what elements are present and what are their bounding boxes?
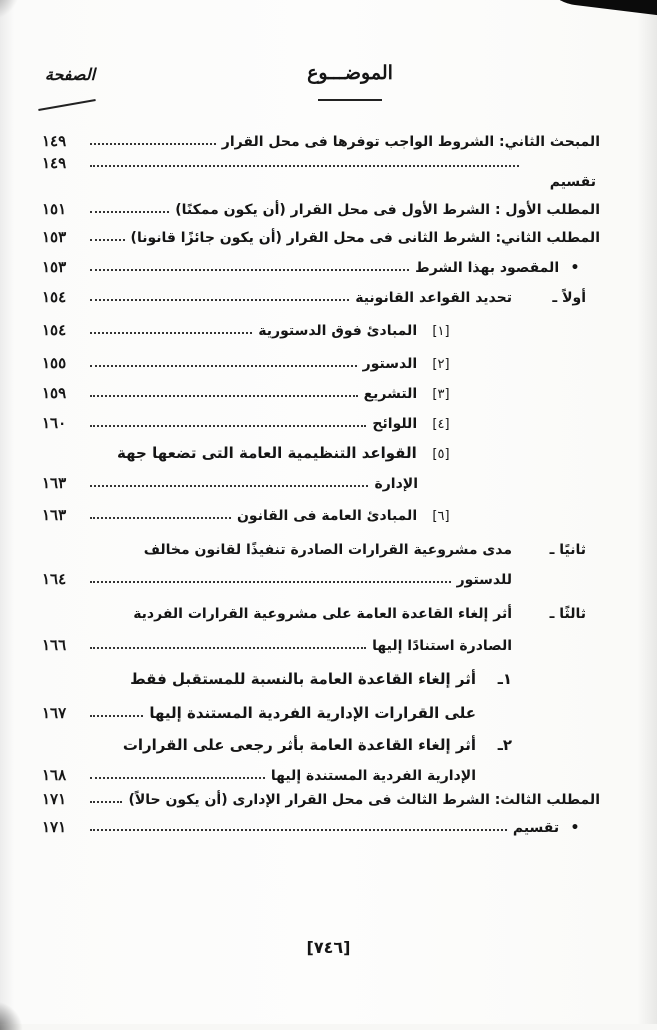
entry-title-continued: الصادرة استنادًا إليها: [372, 638, 512, 654]
entry-title: اللوائح: [372, 416, 418, 432]
dot-leader: [90, 517, 231, 519]
entry-title-continued: على القرارات الإدارية الفردية المستندة إليها: [149, 704, 476, 722]
entry-number: [٤]: [432, 417, 450, 432]
toc-entry: [42, 654, 600, 688]
dot-leader: [90, 485, 368, 487]
entry-number: [٦]: [432, 509, 450, 524]
entry-title: المبادئ العامة فى القانون: [236, 508, 418, 524]
topic-column-heading: الموضـــوع: [307, 62, 393, 84]
entry-title: الشرط الأول فى محل القرار (أن يكون ممكنًا): [175, 202, 491, 218]
entry-title: تحديد القواعد القانونية: [355, 290, 512, 306]
entry-page: ١٥١: [42, 200, 67, 218]
dot-leader: [90, 165, 519, 167]
entry-title: الدستور: [362, 356, 418, 372]
toc-entry: [42, 306, 600, 339]
entry-prefix: المطلب الثاني:: [495, 230, 600, 246]
dot-leader: [90, 581, 451, 583]
entry-prefix: المبحث الثاني:: [499, 134, 600, 150]
entry-title: التشريع: [363, 386, 418, 402]
table-of-contents: [42, 120, 600, 836]
toc-entry: [42, 218, 600, 246]
entry-number: [١]: [432, 324, 450, 339]
entry-prefix: ثالثًا ـ: [549, 606, 586, 622]
toc-entry: [42, 190, 600, 218]
toc-entry: [42, 722, 600, 754]
entry-page: ١٦٧: [42, 704, 67, 722]
entry-page: ١٤٩: [42, 132, 67, 150]
entry-title-continued: الإدارة: [374, 476, 418, 492]
toc-header: [30, 62, 607, 112]
page-column-heading: الصفحة: [44, 65, 96, 84]
toc-entry-continuation: [42, 688, 600, 722]
entry-title: مدى مشروعية القرارات الصادرة تنفيذًا لقانون مخالف: [143, 542, 512, 558]
toc-entry-continuation: [42, 462, 600, 492]
entry-title: أثر إلغاء القاعدة العامة بالنسبة للمستقبل فقط: [130, 670, 476, 688]
page-corner-shadow: [0, 0, 20, 20]
bullet-icon: •: [570, 260, 580, 276]
toc-entry: [42, 808, 600, 836]
toc-entry-continuation: [42, 558, 600, 588]
toc-entry: [42, 246, 600, 276]
entry-title: أثر إلغاء القاعدة العامة بأثر رجعى على القرارات: [122, 736, 476, 754]
toc-entry: [42, 588, 600, 622]
entry-title: الشرط الثانى فى محل القرار (أن يكون جائزًا قانونا): [130, 230, 491, 246]
page-corner-shadow: [535, 0, 657, 20]
dot-leader: [90, 647, 366, 649]
entry-title: أثر إلغاء القاعدة العامة على مشروعية القرارات الفردية: [133, 606, 512, 622]
entry-title: الشرط الثالث فى محل القرار الإدارى (أن يكون حالاً): [128, 792, 490, 808]
toc-entry: [42, 784, 600, 808]
entry-prefix: المطلب الثالث:: [494, 792, 600, 808]
entry-page: ١٦٤: [42, 570, 67, 588]
dot-leader: [90, 715, 143, 717]
entry-prefix: المطلب الأول :: [494, 202, 600, 218]
dot-leader: [90, 801, 122, 803]
entry-page: ١٦٣: [42, 506, 67, 524]
toc-entry: [42, 120, 600, 150]
toc-entry-continuation: [42, 622, 600, 654]
entry-page: ١٧١: [42, 818, 67, 836]
entry-prefix: ثانيًا ـ: [549, 542, 586, 558]
dot-leader: [90, 269, 409, 271]
heading-underline: [318, 99, 382, 101]
dot-leader: [90, 299, 349, 301]
entry-page: ١٥٣: [42, 228, 67, 246]
entry-title-continued: الإدارية الفردية المستندة إليها: [270, 768, 476, 784]
dot-leader: [90, 777, 265, 779]
entry-page: ١٥٩: [42, 384, 67, 402]
dot-leader: [90, 425, 366, 427]
toc-entry: [42, 492, 600, 524]
toc-entry: [42, 276, 600, 306]
heading-underline: [38, 99, 95, 111]
entry-page: ١٥٣: [42, 258, 67, 276]
dot-leader: [90, 332, 252, 334]
entry-number: [٢]: [432, 357, 450, 372]
toc-entry-continuation: [42, 754, 600, 784]
dot-leader: [90, 365, 357, 367]
entry-number: [٥]: [432, 447, 450, 462]
dot-leader: [90, 211, 169, 213]
entry-page: ١٦٠: [42, 414, 67, 432]
entry-page: ١٧١: [42, 790, 67, 808]
entry-page: ١٥٥: [42, 354, 67, 372]
dot-leader: [90, 829, 507, 831]
entry-title-continued: للدستور: [456, 572, 512, 588]
entry-page: ١٦٣: [42, 474, 67, 492]
entry-title: المقصود بهذا الشرط: [415, 260, 560, 276]
toc-entry: [42, 432, 600, 462]
toc-entry: [42, 339, 600, 372]
entry-title: تقسيم: [549, 174, 596, 190]
entry-page: ١٦٨: [42, 766, 67, 784]
toc-entry: [42, 372, 600, 402]
entry-title: المبادئ فوق الدستورية: [258, 323, 418, 339]
dot-leader: [90, 239, 125, 241]
toc-entry: [42, 402, 600, 432]
page-number: [٧٤٦]: [306, 938, 351, 957]
toc-entry: [42, 524, 600, 558]
entry-number: ٢ـ: [497, 736, 512, 754]
dot-leader: [90, 143, 216, 145]
entry-page: ١٦٦: [42, 636, 67, 654]
entry-number: ١ـ: [497, 670, 512, 688]
entry-title: تقسيم: [512, 820, 560, 836]
toc-entry: [42, 150, 525, 172]
entry-page: ١٥٤: [42, 288, 67, 306]
dot-leader: [90, 395, 358, 397]
page-corner-shadow: [0, 1002, 24, 1030]
entry-title: الشروط الواجب توفرها فى محل القرار: [221, 134, 495, 150]
entry-page: ١٤٩: [42, 154, 67, 172]
entry-prefix: أولاً ـ: [552, 290, 586, 306]
toc-entry-label: [42, 172, 600, 190]
bullet-icon: •: [570, 820, 580, 836]
entry-page: ١٥٤: [42, 321, 67, 339]
entry-title: القواعد التنظيمية العامة التى تضعها جهة: [117, 444, 417, 462]
entry-number: [٣]: [432, 387, 450, 402]
